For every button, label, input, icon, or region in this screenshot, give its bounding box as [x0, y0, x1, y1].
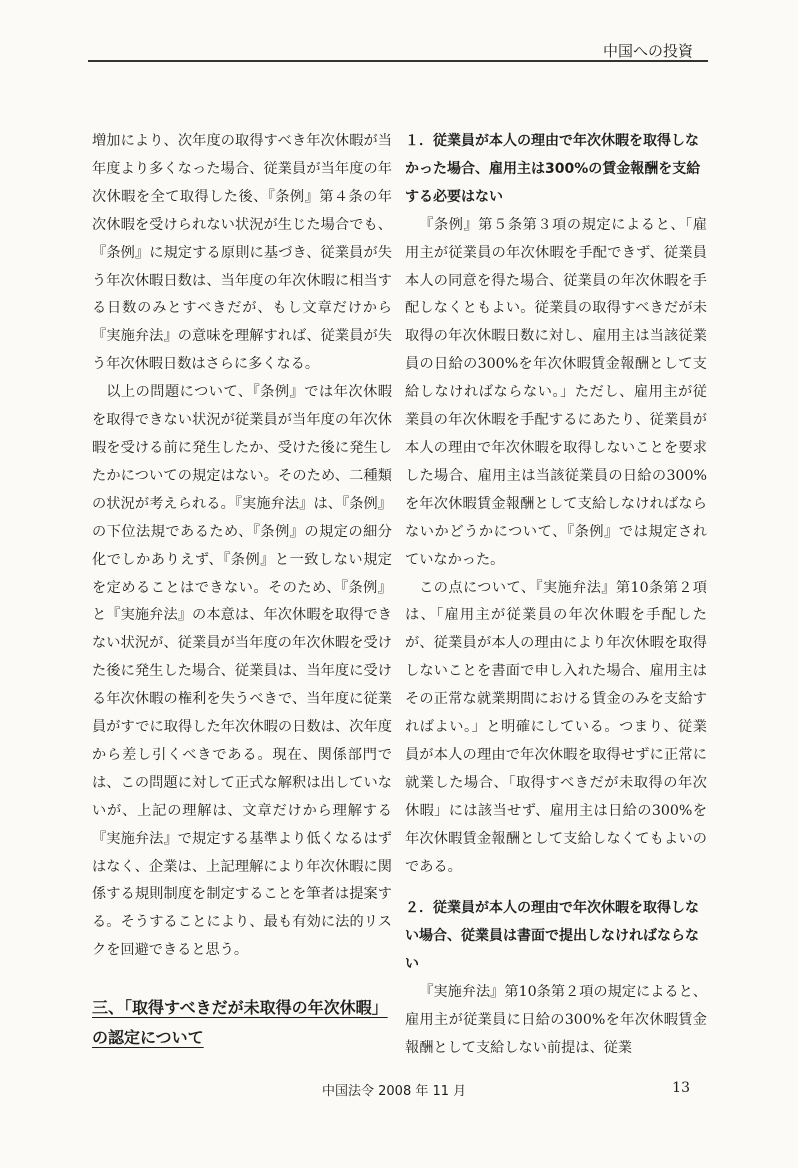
subheading-1: １．従業員が本人の理由で年次休暇を取得しなかった場合、雇用主は300%の賃金報酬を支給する必要はない [405, 133, 701, 205]
left-paragraph-2: 以上の問題について、『条例』では年次休暇を取得できない状況が従業員が当年度の年次休暇を受ける前に発生したか、受けた後に発生したかについての規定はない。そのため、二種類の状況が考えられる。『実施弁法』は、『条例』の下位法規であるため、『条例』の規定の細分化でしかありえず、『条例』と一致しない規定を定めることはできない。そのため、『条例』と『実施弁法』の本意は、年次休暇を取得できない状況が、従業員が当年度の年次休暇を受けた後に発生した場合、従業員は、当年度に受ける年次休暇の権利を失うべきで、当年度に従業員がすでに取得した年次休暇の日数は、次年度から差し引くべきである。現在、関係部門では、この問題に対して正式な解釈は出していないが、上記の理解は、文章だけから理解する『実施弁法』で規定する基準より低くなるはずはなく、企業は、上記理解により年次休暇に関係する規則制度を制定することを筆者は提案する。そうすることにより、最も有効に法的リスクを回避できると思う。 [92, 384, 392, 959]
subheading-2: ２．従業員が本人の理由で年次休暇を取得しない場合、従業員は書面で提出しなければならない [405, 900, 699, 973]
header-rule [88, 60, 708, 62]
right-column [405, 128, 707, 1063]
right-paragraph-3: 『実施弁法』第10条第２項の規定によると、雇用主が従業員に日給の300%を年次休暇賃金報酬として支給しない前提は、従業 [405, 984, 707, 1056]
spacer [405, 881, 707, 895]
right-paragraph-1: 『条例』第５条第３項の規定によると、「雇用主が従業員の年次休暇を手配できず、従業員本人の同意を得た場合、従業員の年次休暇を手配しなくともよい。従業員の取得すべきだが未取得の年次休暇日数に対し、雇用主は当該従業員の日給の300%を年次休暇賃金報酬として支給しなければならない。」ただし、雇用主が従業員の年次休暇を手配するにあたり、従業員が本人の理由で年次休暇を取得しないことを要求した場合、雇用主は当該従業員の日給の300%を年次休暇賃金報酬として支給しなければならないかどうかについて、『条例』では規定されていなかった。 [405, 216, 707, 568]
running-header-title: 中国への投資 [602, 42, 693, 60]
page-number: 13 [672, 1080, 690, 1096]
footer-journal-name: 中国法令 2008 年 11 月 [322, 1084, 467, 1099]
left-paragraph-1: 増加により、次年度の取得すべき年次休暇が当年度より多くなった場合、従業員が当年度の年次休暇を全て取得した後、『条例』第４条の年次休暇を受けられない状況が生じた場合でも、『条例』に規定する原則に基づき、従業員が失う年次休暇日数は、当年度の年次休暇に相当する日数のみとすべきだが、もし文章だけから『実施弁法』の意味を理解すれば、従業員が失う年次休暇日数はさらに多くなる。 [92, 133, 392, 373]
right-paragraph-2: この点について、『実施弁法』第10条第２項は、「雇用主が従業員の年次休暇を手配したが、従業員が本人の理由により年次休暇を取得しないことを書面で申し入れた場合、雇用主はその正常な就業期間における賃金のみを支給すればよい。」と明確にしている。つまり、従業員が本人の理由で年次休暇を取得せずに正常に就業した場合、「取得すべきだが未取得の年次休暇」には該当せず、雇用主は日給の300%を年次休暇賃金報酬として支給しなくてもよいのである。 [405, 579, 707, 875]
left-column [92, 128, 392, 1053]
section-heading-3: 三、「取得すべきだが未取得の年次休暇」の認定について [92, 998, 388, 1048]
